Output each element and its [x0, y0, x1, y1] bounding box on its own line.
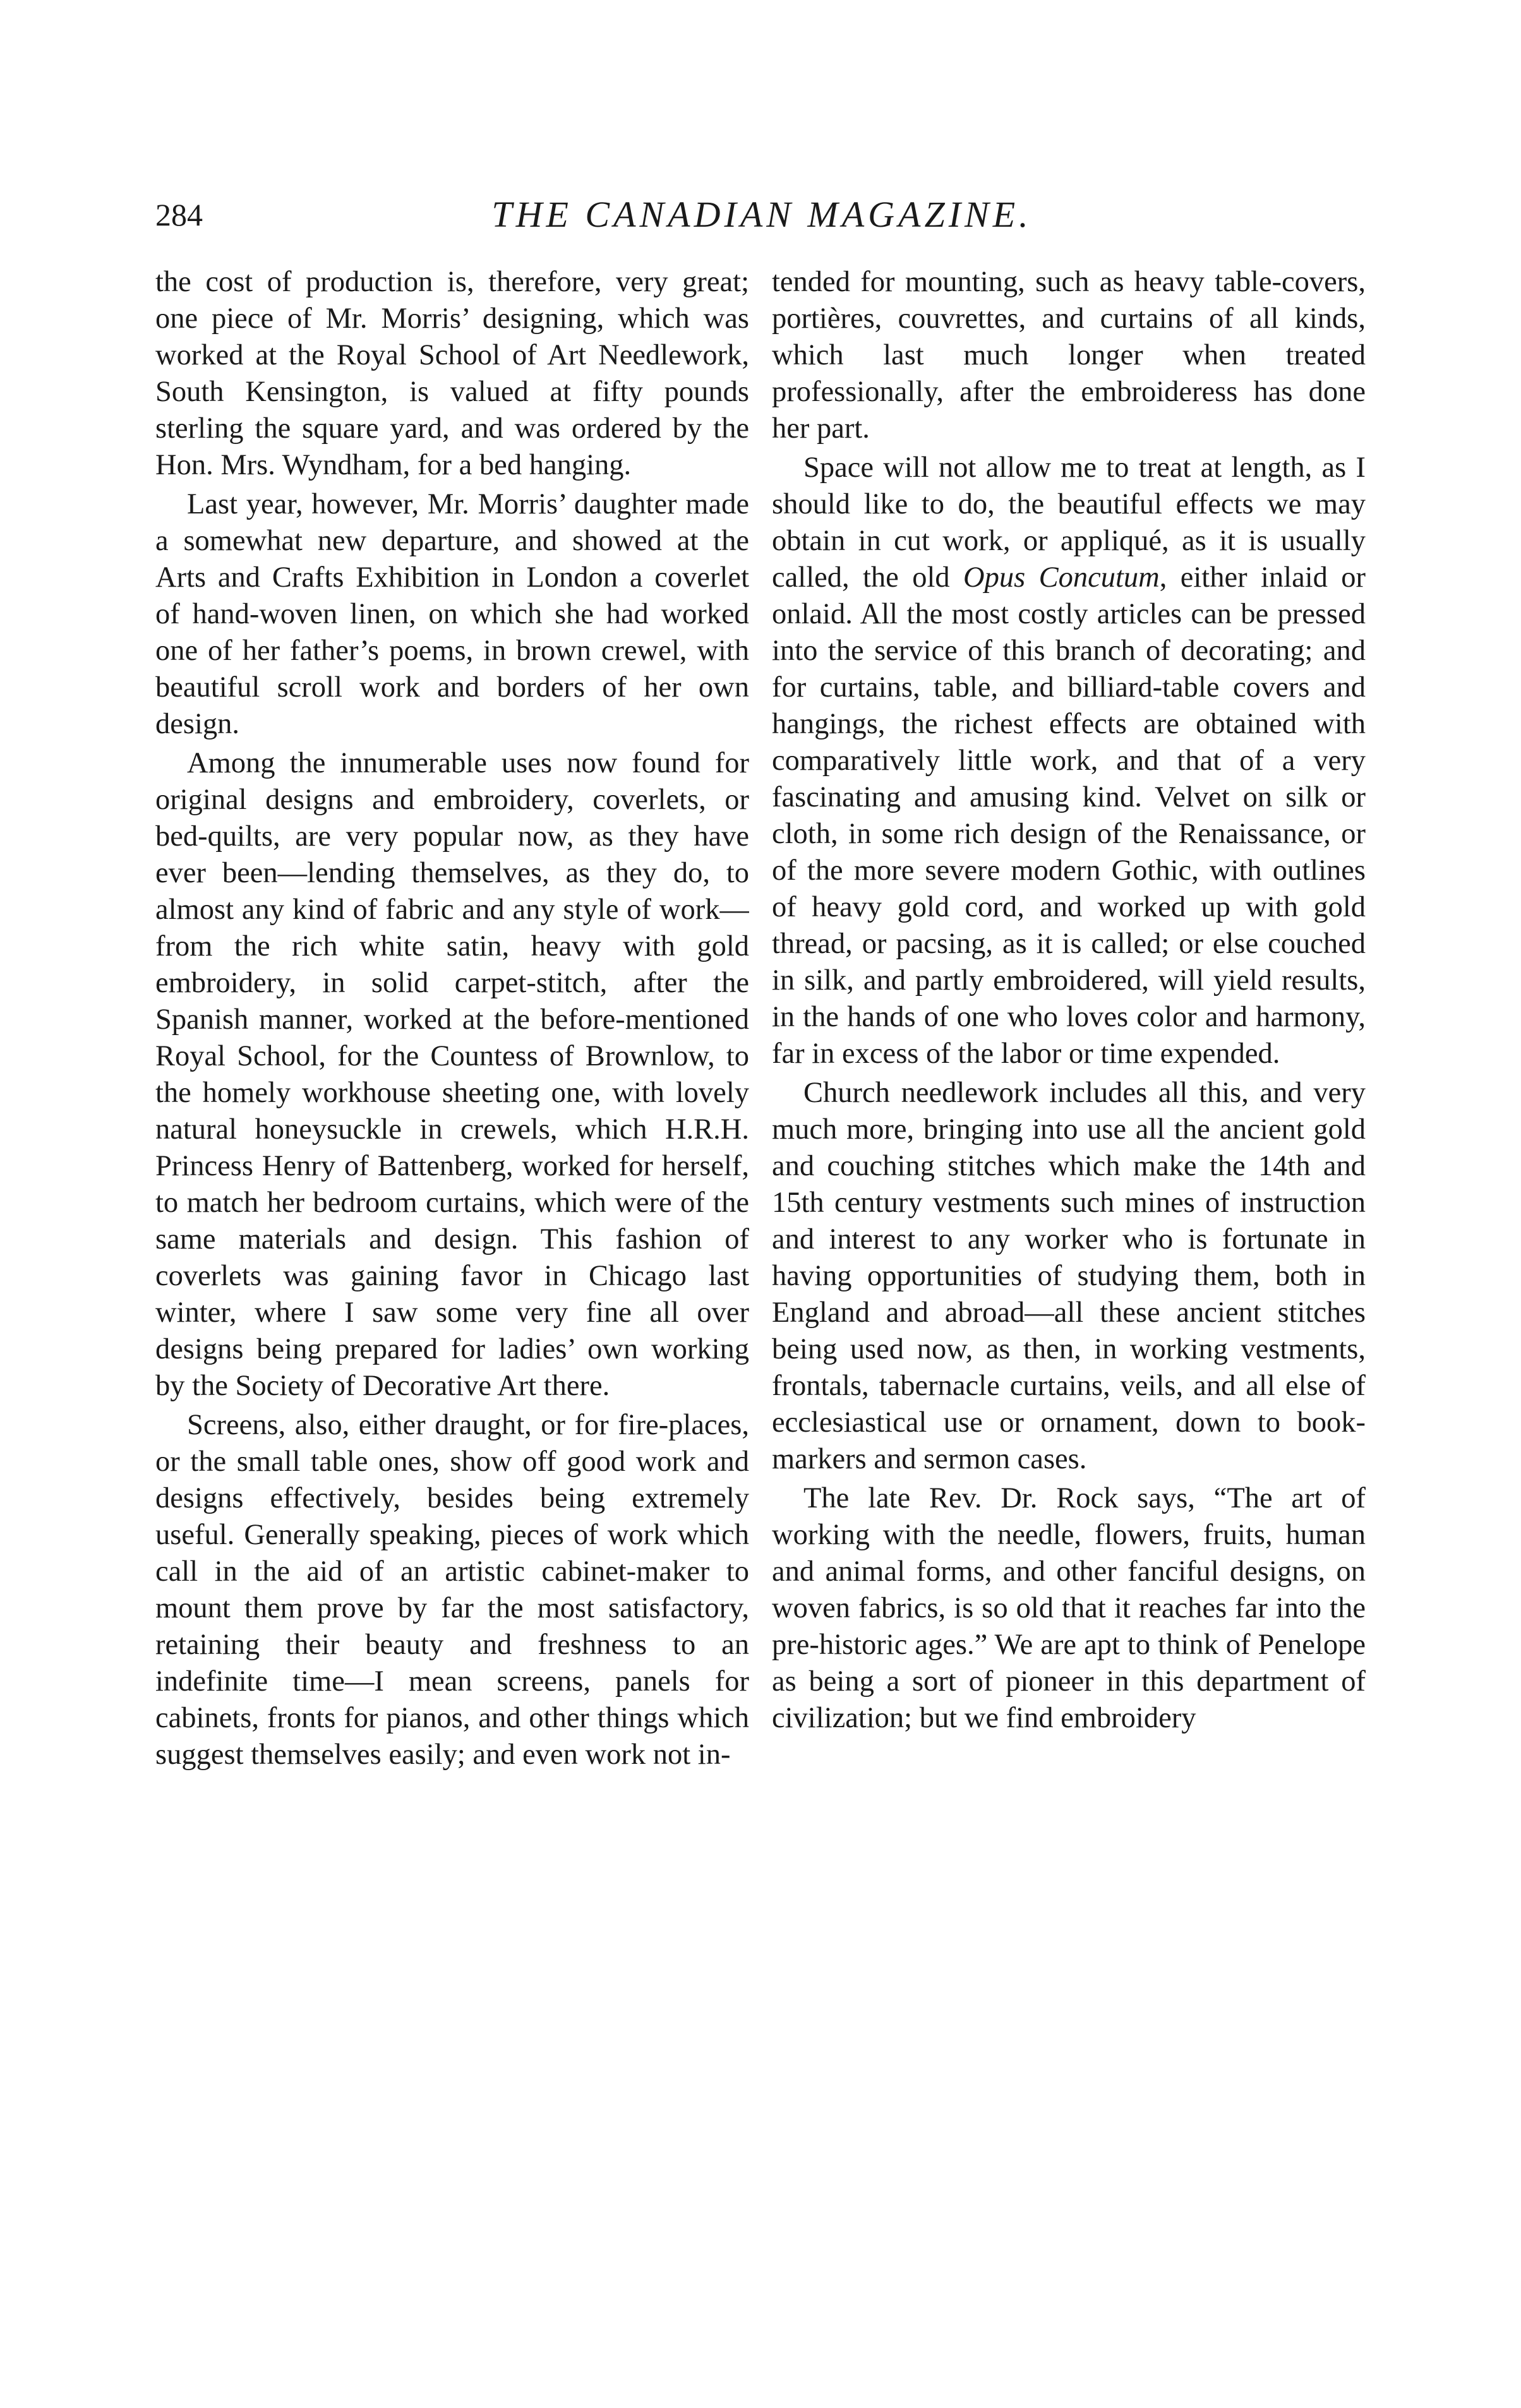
paragraph: tended for mounting, such as heavy table-covers, portières, couvrettes, and curtains of all kinds, which last much longer when treated professionally, after the embroideress has done her part.: [772, 266, 1366, 445]
paragraph: the cost of production is, therefore, very great; one piece of Mr. Morris’ designing, which was worked at the Royal School of Art Needlework, South Kensington, is valued at fifty pounds sterling the square yard, and was ordered by the Hon. Mrs. Wyndham, for a bed hanging.: [155, 266, 749, 481]
paragraph: The late Rev. Dr. Rock says, “The art of working with the needle, flowers, fruits, human and animal forms, and other fanciful designs, on woven fabrics, is so old that it reaches far into the pre-historic ages.” We are apt to think of Penelope as being a sort of pioneer in this department of civilization; but we find embroidery: [772, 1482, 1366, 1734]
paragraph: Screens, also, either draught, or for fire-places, or the small table ones, show off good work and designs effectively, besides being extremely useful. Generally speaking, pieces of work which call in the aid of an artistic cabinet-maker to mount them prove by far the most satisfactory, retaining their beauty and freshness to an indefinite time—I mean screens, panels for cabinets, fronts for pianos, and other things which suggest themselves easily; and even work not in-: [155, 1409, 749, 1771]
page-header: [155, 189, 1368, 240]
text-run: Space will not allow me to treat at length, as I should like to do, the beautiful effects we may obtain in cut work, or appliqué, as it is usually called, the old: [772, 452, 1366, 594]
left-column: [155, 264, 749, 2222]
running-title: THE CANADIAN MAGAZINE.: [491, 194, 1032, 235]
paragraph: Among the innumerable uses now found for original designs and embroidery, coverlets, or bed-quilts, are very popular now, as they have ever been—lending themselves, as they do, to almost any kind of fabric and any style of work—from the rich white satin, heavy with gold embroidery, in solid carpet-stitch, after the Spanish manner, worked at the before-mentioned Royal School, for the Countess of Brownlow, to the homely workhouse sheeting one, with lovely natural honeysuckle in crewels, which H.R.H. Princess Henry of Battenberg, worked for herself, to match her bedroom curtains, which were of the same materials and design. This fashion of coverlets was gaining favor in Chicago last winter, where I saw some very fine all over designs being prepared for ladies’ own working by the Society of Decorative Art there.: [155, 747, 749, 1402]
text-run: , either inlaid or onlaid. All the most costly articles can be pressed into the service of this branch of decorating; and for curtains, table, and billiard-table covers and hangings, the richest effects are obtained with comparatively little work, and that of a very fascinating and amusing kind. Velvet on silk or cloth, in some rich design of the Renaissance, or of the more severe modern Gothic, with outlines of heavy gold cord, and worked up with gold thread, or pacsing, as it is called; or else couched in silk, and partly embroidered, will yield results, in the hands of one who loves color and harmony, far in excess of the labor or time expended.: [772, 561, 1366, 1070]
page-number: 284: [155, 197, 203, 232]
paragraph: Church needlework includes all this, and very much more, bringing into use all the ancient gold and couching stitches which make the 14th and 15th century vestments such mines of instruction and interest to any worker who is fortunate in having opportunities of studying them, both in England and abroad—all these ancient stitches being used now, as then, in working vestments, frontals, tabernacle curtains, veils, and all else of ecclesiastical use or ornament, down to book-markers and sermon cases.: [772, 1077, 1366, 1475]
paragraph: [772, 450, 1366, 1072]
paragraph: Last year, however, Mr. Morris’ daughter made a somewhat new departure, and showed at the Arts and Crafts Exhibition in London a coverlet of hand-woven linen, on which she had worked one of her father’s poems, in brown crewel, with beautiful scroll work and borders of her own design.: [155, 488, 749, 740]
italic-term: Opus Concutum: [963, 561, 1160, 594]
right-column: [772, 264, 1366, 2222]
